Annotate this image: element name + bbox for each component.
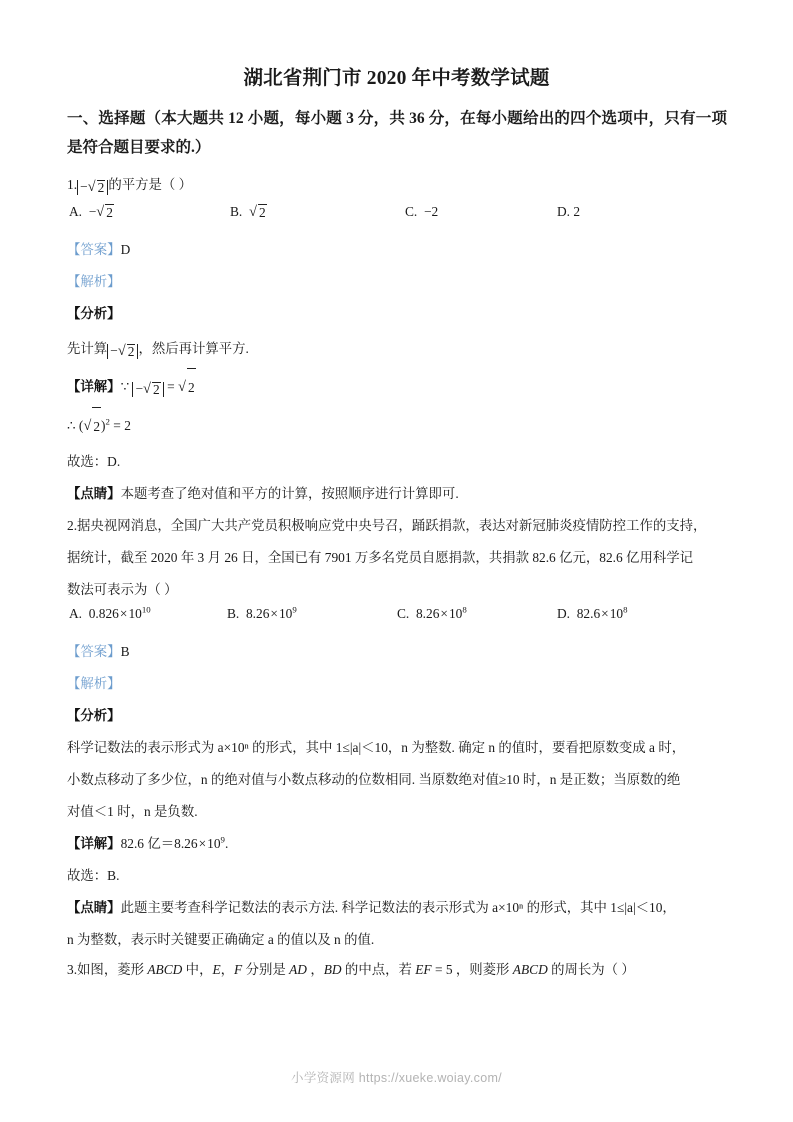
sqrt-icon: √ 2 [96, 204, 114, 221]
option-b-base: 10 [278, 606, 293, 621]
detail-exponent: 9 [220, 834, 225, 845]
because-symbol: ∵ [120, 379, 130, 394]
question-2-options [67, 606, 727, 636]
option-c-mantissa: 8.26 [415, 606, 440, 621]
highlight-label: 【点睛】 [67, 900, 121, 915]
option-b[interactable] [230, 204, 267, 221]
detail-label: 【详解】 [67, 379, 121, 394]
option-c[interactable]: C. $8.26\times 10^8$ [397, 604, 467, 621]
option-d[interactable]: D. $82.6\times 10^8$ [557, 604, 628, 621]
question-1-options [67, 204, 727, 234]
site-watermark: 小学资源网 https://xueke.woiay.com/ [291, 1071, 502, 1085]
question-1-answer-value: D [120, 242, 131, 257]
q3-text-8: 的周长为（ ） [547, 962, 635, 977]
detail-result: = 2 [113, 418, 131, 433]
option-a[interactable]: A. − √ 2 [69, 204, 114, 221]
approach-text-post: ，然后再计算平方. [138, 341, 249, 356]
detail-mantissa: 8.26 [174, 836, 198, 851]
option-c-label: C. [397, 606, 410, 621]
q3-var-abcd: ABCD [147, 962, 183, 977]
question-2-approach-line-2: 小数点移动了多少位，n 的绝对值与小数点移动的位数相同. 当原数绝对值≥10 时，n 是正数；当原数的绝 [67, 772, 681, 787]
page-title: 湖北省荆门市 2020 年中考数学试题 [243, 68, 550, 89]
q3-text-1: 如图，菱形 [77, 962, 148, 977]
q3-var-ad: AD [289, 962, 307, 977]
section-heading: 一、选择题（本大题共 12 小题，每小题 3 分，共 36 分，在每小题给出的四个选项中，只有一项是符合题目要求的.） [67, 110, 727, 156]
q3-var-e: E [212, 962, 221, 977]
question-2-number: 2. [67, 518, 78, 533]
q3-var-bd: BD [323, 962, 342, 977]
option-a-exponent: 10 [141, 604, 151, 615]
question-2-stem-text-1: 据央视网消息，全国广大共产党员积极响应党中央号召，踊跃捐款，表达对新冠肺炎疫情防控工作的支持， [77, 518, 707, 533]
q3-text-6: 的中点，若 [341, 962, 416, 977]
highlight-text: 本题考查了绝对值和平方的计算，按照顺序进行计算即可. [120, 486, 459, 501]
absolute-value-expression: − √ 2 [77, 180, 108, 195]
sqrt-icon: √ 2 [178, 368, 196, 407]
detail-label: 【详解】 [67, 836, 121, 851]
option-b-label: B. [230, 204, 243, 219]
q3-text-2: 中， [182, 962, 213, 977]
option-a-label: A. [69, 204, 83, 219]
therefore-symbol: ∴ [67, 418, 76, 433]
option-c[interactable] [405, 204, 438, 220]
question-2-stem-line-3: 数法可表示为（ ） [67, 582, 178, 597]
analysis-label: 【解析】 [67, 676, 121, 691]
option-d[interactable] [557, 204, 580, 220]
question-2-stem-line-2: 据统计，截至 2020 年 3 月 26 日，全国已有 7901 万多名党员自愿捐款，共捐款 82.6 亿元，82.6 亿用科学记 [67, 550, 694, 565]
q3-var-abcd-2: ABCD [512, 962, 548, 977]
option-a-mantissa: 0.826 [88, 606, 119, 621]
q3-text-5: ， [306, 962, 324, 977]
approach-label: 【分析】 [67, 306, 121, 321]
question-1-conclusion: 故选：D. [67, 454, 121, 469]
option-c-value: −2 [423, 204, 439, 219]
highlight-text-1: 此题主要考查科学记数法的表示方法. 科学记数法的表示形式为 a×10ⁿ 的形式，其中 1≤|a|＜10， [120, 900, 676, 915]
analysis-label: 【解析】 [67, 274, 121, 289]
sqrt-icon: √ 2 [83, 407, 101, 446]
question-2-approach-row [67, 700, 727, 732]
question-2-conclusion: 故选：B. [67, 868, 120, 883]
q3-text-4: 分别是 [242, 962, 290, 977]
question-2-detail: 【详解】82.6 亿$=8.26\times 10^9$. [67, 834, 229, 851]
question-1-stem [67, 166, 727, 204]
option-d-exponent: 8 [623, 604, 628, 615]
option-b-exponent: 9 [292, 604, 297, 615]
option-b-label: B. [227, 606, 240, 621]
highlight-label: 【点睛】 [67, 486, 121, 501]
option-c-label: C. [405, 204, 418, 219]
answer-label: 【答案】 [67, 644, 121, 659]
question-1-approach-row [67, 298, 727, 330]
question-2-approach-line-1: 科学记数法的表示形式为 a×10ⁿ 的形式，其中 1≤|a|＜10，n 为整数. 确定 n 的值时，要看把原数变成 a 时， [67, 740, 686, 755]
q3-text-7: = 5 ，则菱形 [431, 962, 513, 977]
question-2-answer-value: B [120, 644, 130, 659]
question-2-highlight-line-1 [67, 892, 727, 924]
question-1-approach-text [67, 330, 727, 368]
option-d-label: D. [557, 204, 571, 219]
approach-label: 【分析】 [67, 708, 121, 723]
question-1-detail-line-2: ∴ ( √ 2)$^2$ = 2 [67, 407, 727, 446]
answer-label: 【答案】 [67, 242, 121, 257]
q3-text-3: ， [220, 962, 235, 977]
question-1-answer-row [67, 234, 727, 266]
option-b[interactable]: B. $8.26\times 10^9$ [227, 604, 297, 621]
option-d-value: 2 [573, 204, 581, 219]
approach-text-pre: 先计算 [67, 341, 108, 356]
question-3-number: 3. [67, 962, 78, 977]
question-3-stem [67, 956, 727, 983]
q3-var-ef: EF [415, 962, 432, 977]
question-2-highlight-line-2: n 为整数，表示时关键要正确确定 a 的值以及 n 的值. [67, 932, 375, 947]
option-d-base: 10 [609, 606, 624, 621]
absolute-value-expression: − √ 2 [107, 344, 138, 359]
question-1-number: 1. [67, 177, 78, 192]
sqrt-icon: √ 2 [249, 204, 267, 221]
option-a[interactable]: A. $0.826\times 10^{10}$ [69, 604, 151, 621]
option-d-label: D. [557, 606, 571, 621]
option-c-exponent: 8 [462, 604, 467, 615]
question-2-stem-line-1 [67, 510, 727, 542]
option-b-mantissa: 8.26 [245, 606, 270, 621]
question-2-answer-row [67, 636, 727, 668]
option-a-base: 10 [128, 606, 142, 621]
option-c-base: 10 [448, 606, 463, 621]
document-body [67, 104, 727, 983]
question-1-stem-text: 的平方是（ ） [108, 177, 193, 192]
question-1-highlight [67, 478, 727, 510]
q3-var-f: F [234, 962, 243, 977]
absolute-value-expression: − √ 2 [132, 382, 163, 397]
question-1-detail-line-1: 【详解】∵ − √ 2 = √ 2 [67, 368, 727, 407]
question-2-approach-line-3: 对值＜1 时，n 是负数. [67, 804, 198, 819]
option-a-label: A. [69, 606, 83, 621]
question-2-analysis-row [67, 668, 727, 700]
detail-prefix: 82.6 亿＝ [120, 836, 175, 851]
option-d-mantissa: 82.6 [576, 606, 601, 621]
question-1-analysis-row [67, 266, 727, 298]
